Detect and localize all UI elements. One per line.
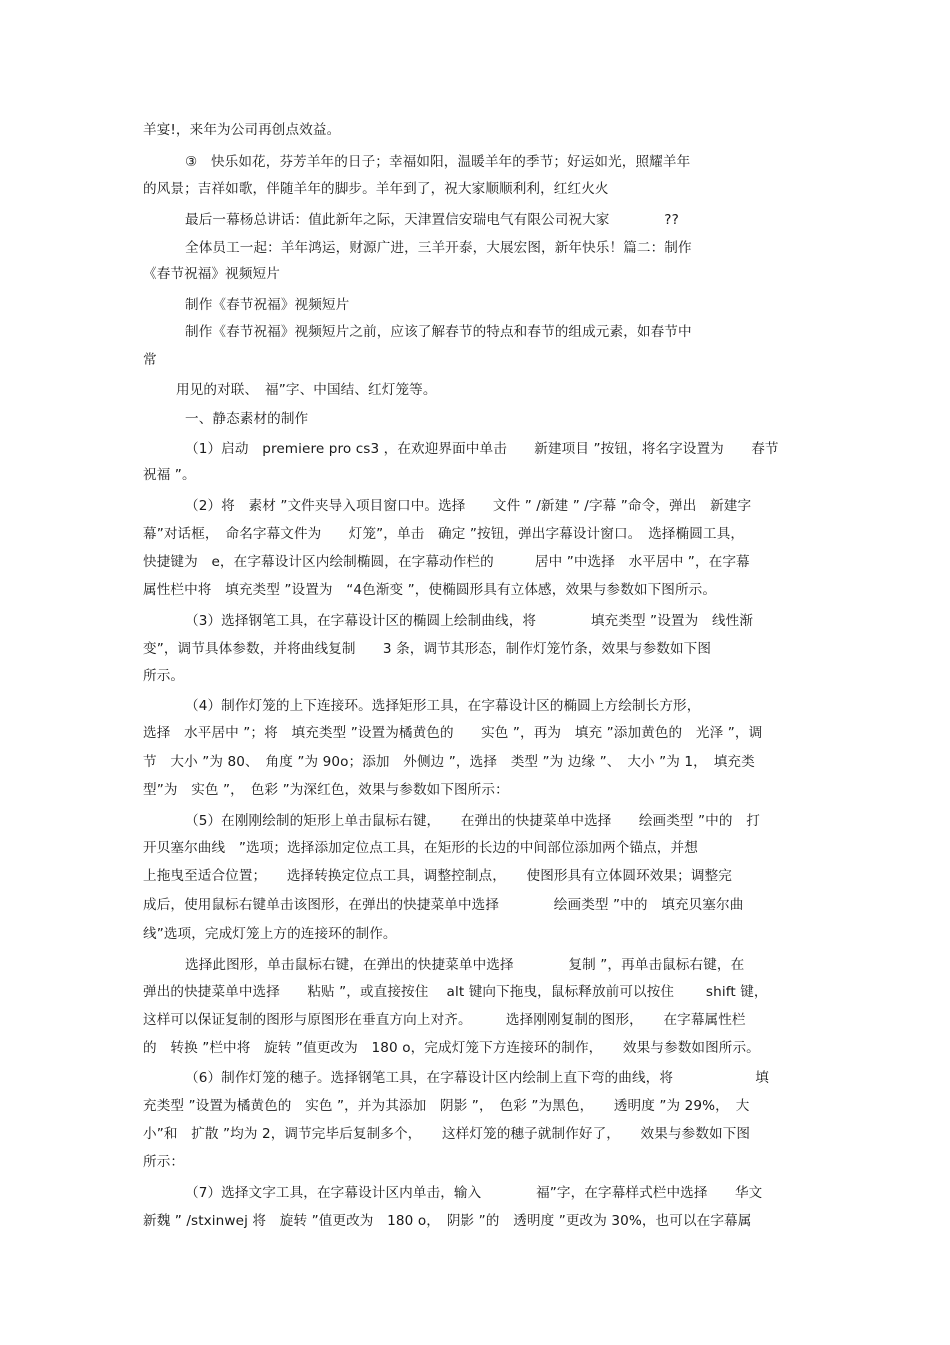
text-line: 的 转换 ”栏中将 旋转 ”值更改为 180 o，完成灯笼下方连接环的制作， 效果与参数如图所示。 bbox=[143, 1040, 760, 1056]
text-line: （4）制作灯笼的上下连接环。选择矩形工具，在字幕设计区的椭圆上方绘制长方形， bbox=[185, 698, 701, 714]
text-line: 新魏 ” /stxinwej 将 旋转 ”值更改为 180 o， 阴影 ”的 透明度 ”更改为 30%，也可以在字幕属 bbox=[143, 1213, 752, 1229]
text-line: ③ 快乐如花，芬芳羊年的日子；幸福如阳，温暖羊年的季节；好运如光，照耀羊年 bbox=[185, 154, 691, 170]
text-line: （5）在刚刚绘制的矩形上单击鼠标右键， 在弹出的快捷菜单中选择 绘画类型 ”中的 打 bbox=[185, 813, 760, 829]
text-line: 充类型 ”设置为橘黄色的 实色 ”，并为其添加 阴影 ”， 色彩 ”为黑色， 透明度 ”为 29%， 大 bbox=[143, 1098, 750, 1114]
text-line: 选择此图形，单击鼠标右键，在弹出的快捷菜单中选择 复制 ”，再单击鼠标右键，在 bbox=[185, 957, 745, 973]
text-line: （6）制作灯笼的穗子。选择钢笔工具，在字幕设计区内绘制上直下弯的曲线，将 填 bbox=[185, 1070, 769, 1086]
text-line: 的风景；吉祥如歌，伴随羊年的脚步。羊年到了，祝大家顺顺利利，红红火火 bbox=[143, 181, 609, 197]
text-line: 羊宴!，来年为公司再创点效益。 bbox=[143, 122, 341, 138]
text-line: 变”，调节具体参数，并将曲线复制 3 条，调节其形态，制作灯笼竹条，效果与参数如下图 bbox=[143, 641, 712, 657]
text-line: （7）选择文字工具，在字幕设计区内单击，输入 福”字，在字幕样式栏中选择 华文 bbox=[185, 1185, 763, 1201]
text-line: （1）启动 premiere pro cs3 ，在欢迎界面中单击 新建项目 ”按钮，将名字设置为 春节 bbox=[185, 441, 779, 457]
text-line: 制作《春节祝福》视频短片之前，应该了解春节的特点和春节的组成元素，如春节中 bbox=[185, 324, 692, 340]
text-line: 上拖曳至适合位置； 选择转换定位点工具，调整控制点， 使图形具有立体圆环效果；调整完 bbox=[143, 868, 732, 884]
text-line: 祝福 ”。 bbox=[143, 467, 196, 483]
text-line: 快捷键为 e，在字幕设计区内绘制椭圆，在字幕动作栏的 居中 ”中选择 水平居中 ”，在字幕 bbox=[143, 554, 750, 570]
text-line: 所示： bbox=[143, 1154, 185, 1170]
text-line: 弹出的快捷菜单中选择 粘贴 ”，或直接按住 alt 键向下拖曳，鼠标释放前可以按住 shift 键， bbox=[143, 984, 768, 1000]
text-line: 小”和 扩散 ”均为 2，调节完毕后复制多个， 这样灯笼的穗子就制作好了， 效果与参数如下图 bbox=[143, 1126, 751, 1142]
text-line: 制作《春节祝福》视频短片 bbox=[185, 297, 350, 313]
text-line: 《春节祝福》视频短片 bbox=[143, 266, 280, 282]
text-line: 全体员工一起：羊年鸿运，财源广进，三羊开泰，大展宏图，新年快乐！篇二：制作 bbox=[185, 240, 692, 256]
text-line: 成后，使用鼠标右键单击该图形，在弹出的快捷菜单中选择 绘画类型 ”中的 填充贝塞尔曲 bbox=[143, 897, 744, 913]
text-line: 选择 水平居中 ”；将 填充类型 ”设置为橘黄色的 实色 ”，再为 填充 ”添加黄色的 光泽 ”，调 bbox=[143, 725, 763, 741]
text-line: 线”选项，完成灯笼上方的连接环的制作。 bbox=[143, 926, 397, 942]
text-line: 幕”对话框， 命名字幕文件为 灯笼”，单击 确定 ”按钮，弹出字幕设计窗口。 选择椭圆工具， bbox=[143, 526, 745, 542]
text-line: 最后一幕杨总讲话：值此新年之际，天津置信安瑞电气有限公司祝大家 ?? bbox=[185, 212, 679, 228]
text-line: 常 bbox=[143, 352, 157, 368]
text-line: （2）将 素材 ”文件夹导入项目窗口中。选择 文件 ” /新建 ” /字幕 ”命令，弹出 新建字 bbox=[185, 498, 752, 514]
text-line: 所示。 bbox=[143, 668, 185, 684]
text-line: 节 大小 ”为 80、 角度 ”为 90o；添加 外侧边 ”，选择 类型 ”为 边缘 ”、 大小 ”为 1， 填充类 bbox=[143, 754, 755, 770]
text-line: 用见的对联、 福”字、中国结、红灯笼等。 bbox=[176, 382, 437, 398]
text-line: 开贝塞尔曲线 ”选项；选择添加定位点工具，在矩形的长边的中间部位添加两个锚点，并想 bbox=[143, 840, 698, 856]
text-line: 这样可以保证复制的图形与原图形在垂直方向上对齐。 选择刚刚复制的图形， 在字幕属性栏 bbox=[143, 1012, 746, 1028]
text-line: （3）选择钢笔工具，在字幕设计区的椭圆上绘制曲线，将 填充类型 ”设置为 线性渐 bbox=[185, 613, 754, 629]
text-line: 型”为 实色 ”， 色彩 ”为深红色，效果与参数如下图所示： bbox=[143, 782, 509, 798]
text-line: 属性栏中将 填充类型 ”设置为 “4色渐变 ”，使椭圆形具有立体感，效果与参数如下图所示。 bbox=[143, 582, 717, 598]
section-heading: 一、静态素材的制作 bbox=[185, 411, 309, 427]
